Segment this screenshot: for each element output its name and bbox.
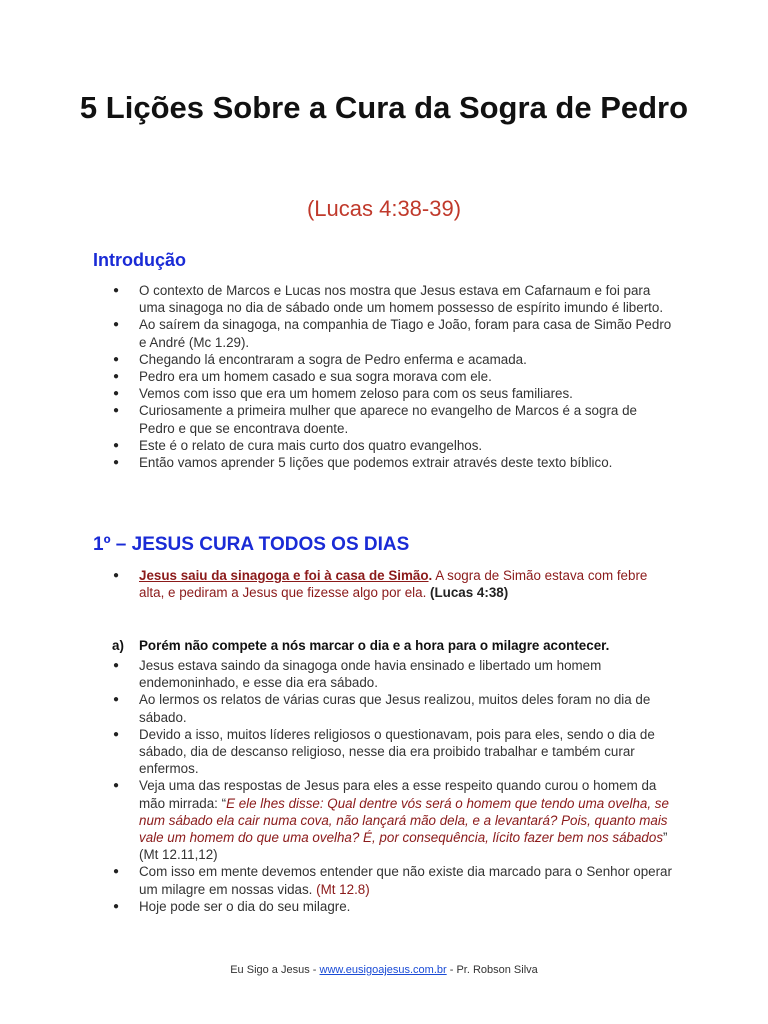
- footer-link[interactable]: www.eusigoajesus.com.br: [319, 964, 447, 976]
- document-title: 5 Lições Sobre a Cura da Sogra de Pedro: [79, 90, 689, 125]
- list-item: ● O contexto de Marcos e Lucas nos mostra que Jesus estava em Cafarnaum e foi para uma sinagoga no dia de sábado onde um homem possesso de espírito imundo é liberto.: [112, 282, 672, 316]
- bible-quote: E ele lhes disse: Qual dentre vós será o homem que tendo uma ovelha, se num sábado ela cair numa cova, não lançará mão dela, e a levantará? Pois, quanto mais vale um homem do que uma ovelha? É, por consequência, lícito fazer bem nos sábados: [139, 795, 669, 846]
- list-item-text: ” (Mt 12.11,12): [139, 830, 668, 863]
- list-item: ● Pedro era um homem casado e sua sogra morava com ele.: [112, 368, 672, 385]
- subpoint-a-list: [112, 657, 672, 915]
- list-item-text: Veja uma das respostas de Jesus para eles a esse respeito quando curou o homem da mão mirrada: “: [139, 778, 657, 811]
- list-item: ● Curiosamente a primeira mulher que aparece no evangelho de Marcos é a sogra de Pedro e que se encontrava doente.: [112, 402, 672, 436]
- list-item: [112, 777, 672, 863]
- subpoint-label: a): [112, 638, 124, 653]
- verse-bold-text: Jesus saiu da sinagoga e foi à casa de Simão: [139, 568, 429, 583]
- section-1-list: [112, 567, 672, 601]
- verse-bold-dot: .: [428, 568, 433, 583]
- verse-item: [112, 567, 672, 601]
- list-item: [112, 863, 672, 897]
- footer-site-name: Eu Sigo a Jesus -: [230, 964, 320, 976]
- list-item-text: Com isso em mente devemos entender que não existe dia marcado para o Senhor operar um milagre em nossas vidas.: [139, 864, 672, 897]
- verse-reference: (Lucas 4:38): [430, 585, 509, 601]
- bible-reference: (Mt 12.8): [316, 881, 370, 897]
- list-item: ● Então vamos aprender 5 lições que podemos extrair através deste texto bíblico.: [112, 454, 672, 471]
- intro-heading: Introdução: [93, 250, 186, 270]
- footer-author: - Pr. Robson Silva: [446, 964, 538, 976]
- section-1-heading: 1º – JESUS CURA TODOS OS DIAS: [93, 534, 410, 555]
- subpoint-a: [112, 637, 672, 654]
- verse-text: A sogra de Simão estava com febre alta, e pediram a Jesus que fizesse algo por ela.: [139, 568, 648, 601]
- subpoint-text: Porém não compete a nós marcar o dia e a hora para o milagre acontecer.: [139, 638, 610, 653]
- intro-list: [112, 282, 672, 471]
- scripture-reference: (Lucas 4:38-39): [306, 196, 462, 221]
- list-item: ● Hoje pode ser o dia do seu milagre.: [112, 898, 672, 915]
- page-footer: [0, 964, 768, 976]
- list-item: ● Ao saírem da sinagoga, na companhia de Tiago e João, foram para casa de Simão Pedro e André (Mc 1.29).: [112, 316, 672, 350]
- list-item: ● Devido a isso, muitos líderes religiosos o questionavam, pois para eles, sendo o dia de sábado, dia de descanso religioso, nesse dia era proibido trabalhar e também curar enfermos.: [112, 726, 672, 778]
- list-item: ● Ao lermos os relatos de várias curas que Jesus realizou, muitos deles foram no dia de sábado.: [112, 691, 672, 725]
- list-item: ● Este é o relato de cura mais curto dos quatro evangelhos.: [112, 437, 672, 454]
- list-item: ● Jesus estava saindo da sinagoga onde havia ensinado e libertado um homem endemoninhado, e esse dia era sábado.: [112, 657, 672, 691]
- list-item: ● Vemos com isso que era um homem zeloso para com os seus familiares.: [112, 385, 672, 402]
- list-item: ● Chegando lá encontraram a sogra de Pedro enferma e acamada.: [112, 351, 672, 368]
